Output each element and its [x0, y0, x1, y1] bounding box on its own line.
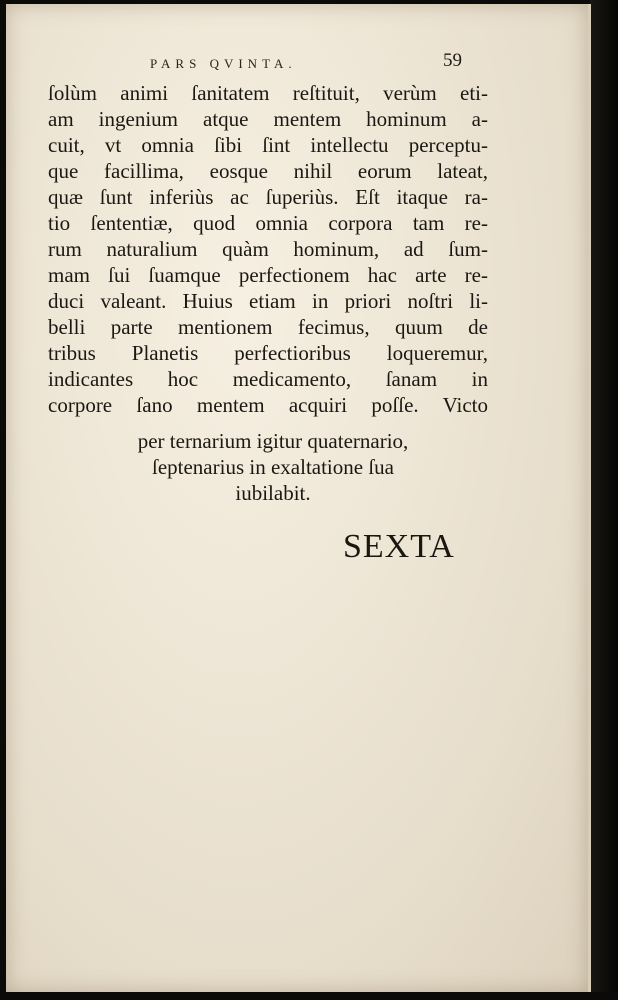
text-line: corpore ſano mentem acquiri poſſe. Victo	[48, 393, 488, 417]
text-line: ſolùm animi ſanitatem reſtituit, verùm eti-	[48, 81, 488, 105]
text-line: mam ſui ſuamque perfectionem hac arte re-	[48, 263, 488, 287]
body-text	[48, 80, 488, 418]
closing-line: ſeptenarius in exaltatione ſua	[152, 455, 394, 479]
next-section-heading: SEXTA	[343, 528, 455, 565]
text-line: quæ ſunt inferiùs ac ſuperiùs. Eſt itaque ra-	[48, 185, 488, 209]
text-line: duci valeant. Huius etiam in priori noſtri li-	[48, 289, 488, 313]
text-line: tio ſententiæ, quod omnia corpora tam re-	[48, 211, 488, 235]
text-line: belli parte mentionem fecimus, quum de	[48, 315, 488, 339]
bottom-edge	[0, 992, 618, 1000]
text-line: que facillima, eosque nihil eorum lateat,	[48, 159, 488, 183]
page-edge-shadow	[590, 0, 618, 1000]
text-line: rum naturalium quàm hominum, ad ſum-	[48, 237, 488, 261]
closing-line: iubilabit.	[235, 481, 311, 505]
running-head: PARS QVINTA.	[150, 56, 297, 71]
text-line: indicantes hoc medicamento, ſanam in	[48, 367, 488, 391]
closing-line: per ternarium igitur quaternario,	[137, 429, 409, 453]
text-line: am ingenium atque mentem hominum a-	[48, 107, 488, 131]
text-line: cuit, vt omnia ſibi ſint intellectu perceptu-	[48, 133, 488, 157]
page-number: 59	[443, 50, 462, 71]
text-line: tribus Planetis perfectioribus loqueremur,	[48, 341, 488, 365]
